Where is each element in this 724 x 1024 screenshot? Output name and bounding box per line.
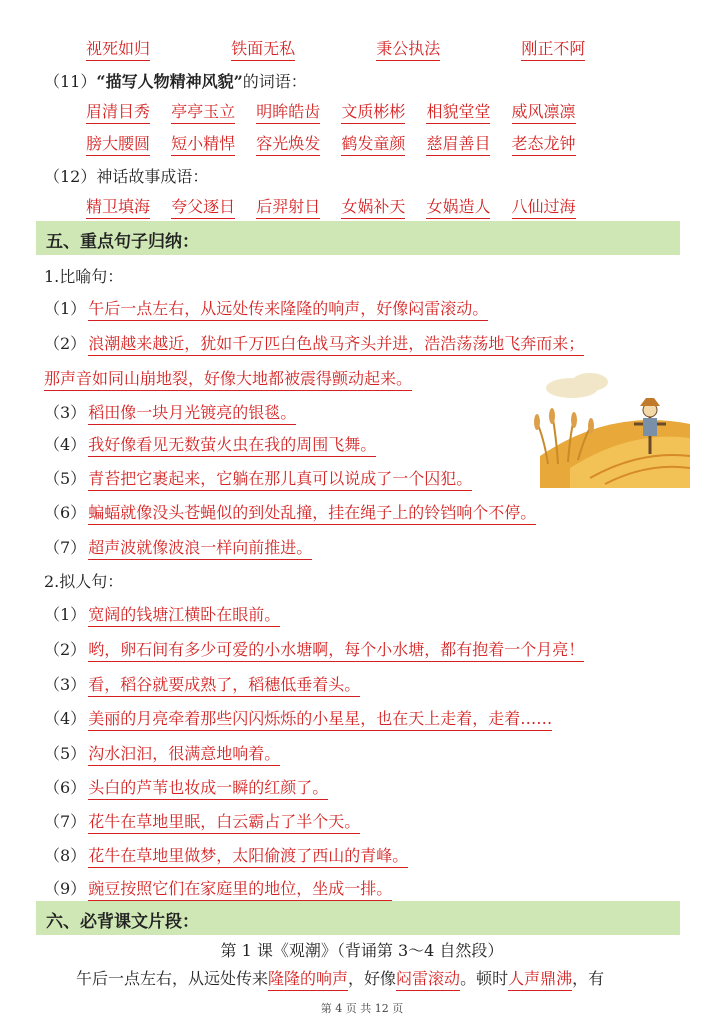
personification-sentence: （2） 哟，卵石间有多少可爱的小水塘啊，每个小水塘，都有抱着一个月亮！ [44, 637, 584, 660]
personification-sentence: （3） 看，稻谷就要成熟了，稻穗低垂着头。 [44, 672, 360, 695]
item-11-heading: （11）“描写人物精神风貌”的词语： [44, 72, 307, 91]
personification-sentence: （9） 豌豆按照它们在家庭里的地位，坐成一排。 [44, 876, 392, 899]
scarecrow-field-illustration [530, 368, 690, 488]
simile-sentence: （6） 蝙蝠就像没头苍蝇似的到处乱撞，挂在绳子上的铃铛响个不停。 [44, 500, 536, 523]
lesson-title: 第 1 课《观潮》（背诵第 3～4 自然段） [220, 941, 504, 960]
item-12-heading: （12）神话故事成语： [44, 167, 209, 186]
section-6-band [36, 901, 680, 935]
personification-sentence: （4） 美丽的月亮牵着那些闪闪烁烁的小星星，也在天上走着，走着…… [44, 706, 552, 729]
idiom-row-11a: 眉清目秀 亭亭玉立 明眸皓齿 文质彬彬 相貌堂堂 威风凛凛 [86, 99, 576, 124]
simile-sentence: （3） 稻田像一块月光镀亮的银毯。 [44, 400, 296, 423]
idiom-row-12: 精卫填海 夸父逐日 后羿射日 女娲补天 女娲造人 八仙过海 [86, 194, 576, 219]
idiom-row-top [86, 36, 585, 61]
simile-sentence: （1） 午后一点左右，从远处传来隆隆的响声，好像闷雷滚动。 [44, 296, 488, 319]
personification-sentence: （5） 沟水汩汩，很满意地响着。 [44, 741, 280, 764]
idiom: 刚正不阿 [521, 36, 585, 61]
idiom: 视死如归 [86, 36, 150, 61]
simile-sentence: （7） 超声波就像波浪一样向前推进。 [44, 535, 312, 558]
page-footer: 第 4 页 共 12 页 [320, 1002, 404, 1015]
personification-sentence: （7） 花牛在草地里眠，白云霸占了半个天。 [44, 809, 360, 832]
idiom: 秉公执法 [376, 36, 440, 61]
simile-sentence: （2） 浪潮越来越近，犹如千万匹白色战马齐头并进，浩浩荡荡地飞奔而来； [44, 331, 584, 354]
personification-subheading: 2.拟人句： [44, 572, 124, 591]
personification-sentence: （6） 头白的芦苇也妆成一瞬的红颜了。 [44, 775, 328, 798]
simile-sentence-continued: 那声音如同山崩地裂，好像大地都被震得颤动起来。 [44, 366, 412, 389]
personification-sentence: （8） 花牛在草地里做梦，太阳偷渡了西山的青峰。 [44, 843, 408, 866]
simile-subheading: 1.比喻句： [44, 267, 124, 286]
personification-sentence: （1） 宽阔的钱塘江横卧在眼前。 [44, 602, 280, 625]
idiom-row-11b: 膀大腰圆 短小精悍 容光焕发 鹤发童颜 慈眉善目 老态龙钟 [86, 131, 576, 156]
recitation-paragraph: 午后一点左右，从远处传来隆隆的响声，好像闷雷滚动。顿时人声鼎沸，有 [76, 966, 604, 989]
section-5-band [36, 221, 680, 255]
simile-sentence: （5） 青苔把它裹起来，它躺在那儿真可以说成了一个囚犯。 [44, 466, 472, 489]
section-5-title: 五、重点句子归纳： [46, 232, 199, 252]
section-6-title: 六、必背课文片段： [46, 912, 199, 932]
idiom: 铁面无私 [231, 36, 295, 61]
simile-sentence: （4） 我好像看见无数萤火虫在我的周围飞舞。 [44, 432, 376, 455]
